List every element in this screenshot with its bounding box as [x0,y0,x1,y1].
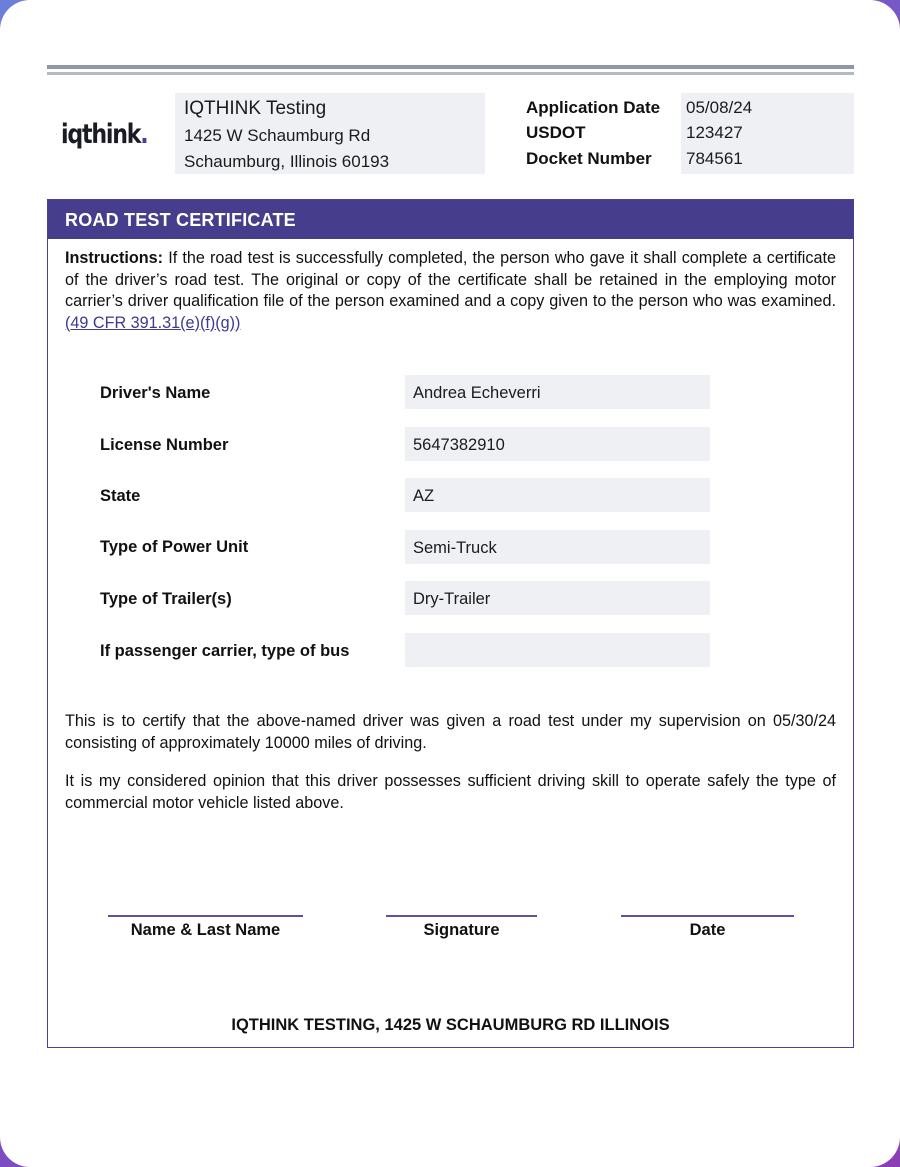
logo-wordmark: iqthink. [60,118,148,150]
company-address-line2: Schaumburg, Illinois 60193 [184,152,390,171]
date-signature-line [621,915,794,917]
name-last-name-label: Name & Last Name [130,921,281,939]
iqthink-logo-icon [56,113,57,155]
signature-label: Signature [423,921,500,939]
road-test-certificate-card [47,199,854,1048]
application-date-label: Application Date [526,98,661,117]
header-rule-top [47,65,854,69]
meta-values-box [681,93,854,174]
drivers-name-field[interactable]: Andrea Echeverri [405,375,710,409]
certificate-header-bar [48,200,853,239]
bus-type-field[interactable] [405,633,710,667]
application-date-value: 05/08/24 [686,98,753,117]
company-info-box [175,93,485,174]
certificate-title: ROAD TEST CERTIFICATE [65,210,296,230]
date-label: Date [689,921,726,939]
trailer-type-field[interactable]: Dry-Trailer [405,581,710,615]
company-logo [56,110,166,158]
drivers-name-label: Driver's Name [100,384,211,402]
opinion-statement: It is my considered opinion that this driver possesses sufficient driving skill to operate safely the type of commercial motor vehicle listed above. [65,772,836,812]
docket-number-value: 784561 [686,149,743,168]
license-number-label: License Number [100,436,229,454]
state-field[interactable]: AZ [405,478,710,512]
certificate-footer: IQTHINK TESTING, 1425 W SCHAUMBURG RD ILLINOIS [231,1016,670,1034]
header-rule-bottom [47,72,854,75]
cfr-reference-link[interactable]: (49 CFR 391.31(e)(f)(g)) [65,313,241,332]
bus-type-label: If passenger carrier, type of bus [100,642,350,660]
usdot-value: 123427 [686,123,743,142]
company-name: IQTHINK Testing [184,98,327,119]
company-address-line1: 1425 W Schaumburg Rd [184,126,371,145]
state-label: State [100,487,141,505]
instructions-text: If the road test is successfully completed, the person who gave it shall complete a certificate of the driver’s road test. The original or copy of the certificate shall be retained in the employing motor carrier’s driver qualification file of the person examined and a copy given to the person who was examined. [65,249,836,310]
certification-statement: This is to certify that the above-named driver was given a road test under my supervision on 05/30/24 consisting of approximately 10000 miles of driving. [65,712,836,752]
license-number-field[interactable]: 5647382910 [405,427,710,461]
instructions-paragraph [65,248,836,334]
docket-number-label: Docket Number [526,149,652,168]
instructions-label: Instructions: [65,249,164,267]
name-signature-line [108,915,303,917]
power-unit-type-label: Type of Power Unit [100,538,249,556]
trailer-type-label: Type of Trailer(s) [100,590,232,608]
usdot-label: USDOT [526,123,586,142]
power-unit-type-field[interactable]: Semi-Truck [405,530,710,564]
signature-line [386,915,537,917]
